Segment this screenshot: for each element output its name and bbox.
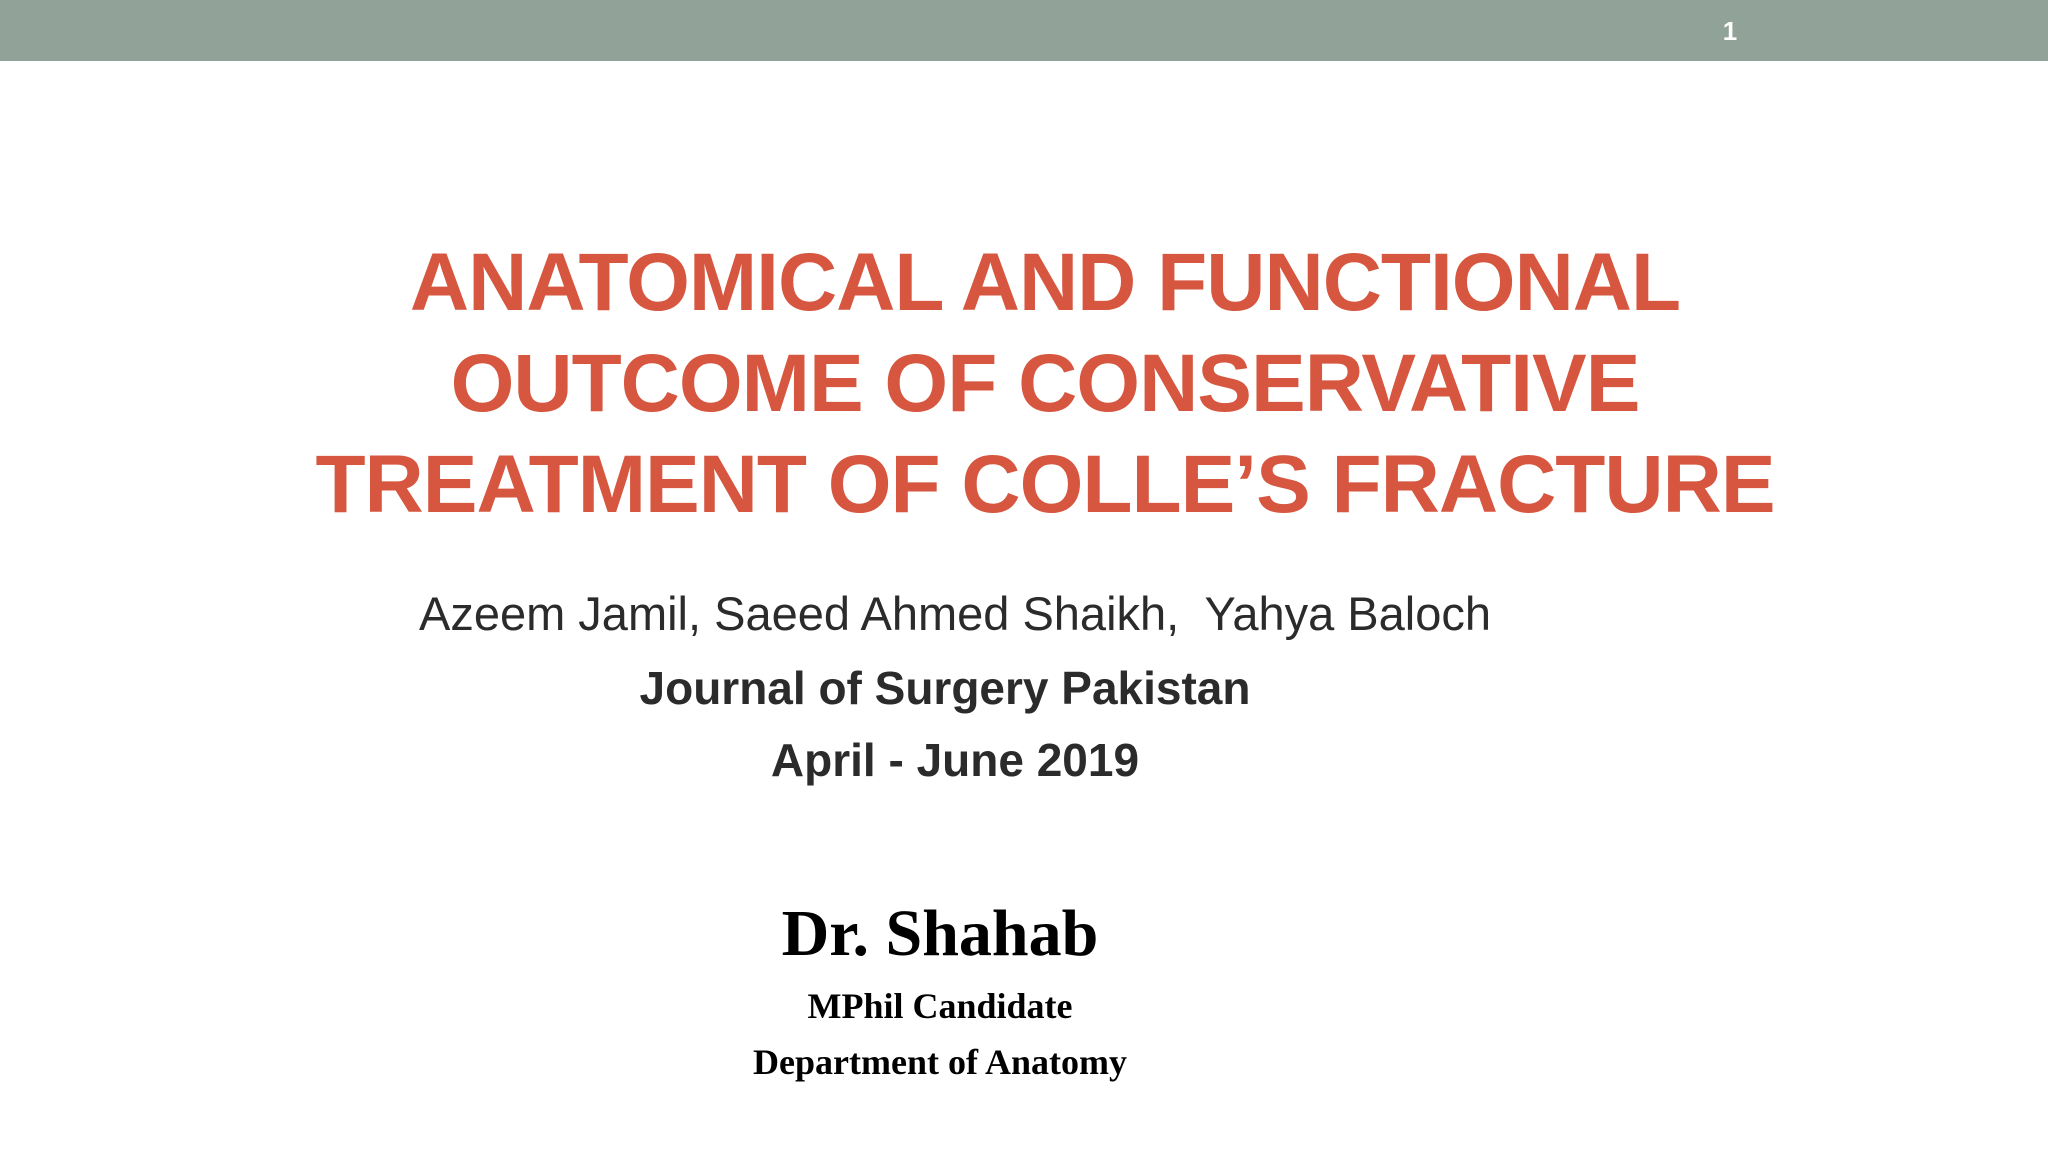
presenter-department: Department of Anatomy [753,1042,1127,1082]
title-line-3: TREATMENT OF COLLE’S FRACTURE [315,439,1775,530]
author-list: Azeem Jamil, Saeed Ahmed Shaikh, Yahya Baloch [418,587,1492,640]
presenter-name: Dr. Shahab [781,897,1099,970]
publication-date: April - June 2019 [770,734,1140,786]
slide-number: 1 [1722,16,1738,46]
journal-name: Journal of Surgery Pakistan [639,662,1251,714]
presenter-role: MPhil Candidate [807,986,1073,1026]
slide-title [180,232,1910,535]
slide-header-bar [0,0,2048,61]
title-line-2: OUTCOME OF CONSERVATIVE [450,338,1640,429]
title-line-1: ANATOMICAL AND FUNCTIONAL [409,237,1681,328]
